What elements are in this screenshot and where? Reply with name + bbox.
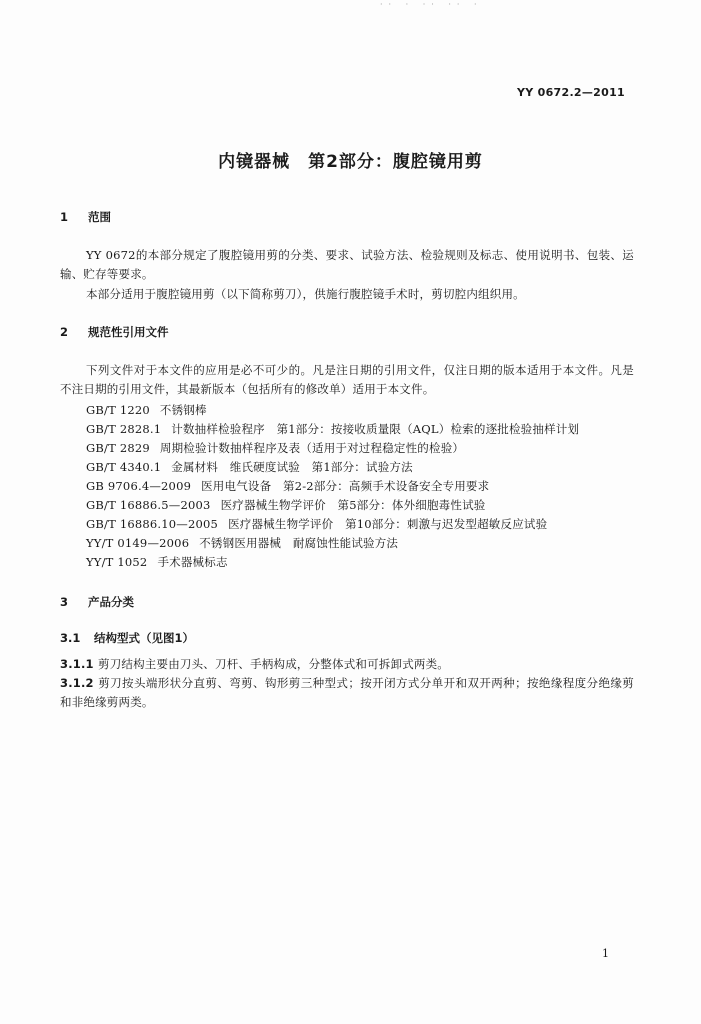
scan-artifact: ·· · ·· ·· · bbox=[380, 0, 483, 6]
reference-code: GB/T 2828.1 bbox=[86, 422, 162, 436]
reference-item bbox=[86, 534, 646, 553]
subsection-title: 结构型式（见图1） bbox=[94, 631, 195, 645]
reference-item bbox=[86, 420, 646, 439]
section-title: 产品分类 bbox=[88, 595, 134, 609]
page-number: 1 bbox=[602, 947, 609, 960]
reference-title: 计数抽样检验程序 第1部分：按接收质量限（AQL）检索的逐批检验抽样计划 bbox=[171, 422, 580, 436]
reference-item bbox=[86, 515, 646, 534]
section-2-heading bbox=[60, 324, 169, 340]
reference-title: 手术器械标志 bbox=[157, 555, 228, 569]
reference-code: GB/T 16886.5—2003 bbox=[86, 498, 211, 512]
clause-number: 3.1.1 bbox=[60, 657, 94, 671]
reference-item bbox=[86, 439, 646, 458]
section-title: 范围 bbox=[88, 210, 111, 224]
normative-refs-intro: 下列文件对于本文件的应用是必不可少的。凡是注日期的引用文件，仅注日期的版本适用于本文件。凡是不注日期的引用文件，其最新版本（包括所有的修改单）适用于本文件。 bbox=[60, 363, 634, 396]
clause-text: 剪刀结构主要由刀头、刀杆、手柄构成，分整体式和可拆卸式两类。 bbox=[98, 657, 449, 671]
reference-code: YY/T 1052 bbox=[86, 555, 148, 569]
clause-3-1-1 bbox=[60, 655, 634, 674]
section-number: 3 bbox=[60, 595, 69, 609]
reference-code: GB/T 2829 bbox=[86, 441, 150, 455]
scope-paragraph-2: 本部分适用于腹腔镜用剪（以下简称剪刀），供施行腹腔镜手术时，剪切腔内组织用。 bbox=[86, 287, 525, 301]
scope-paragraph-1: YY 0672的本部分规定了腹腔镜用剪的分类、要求、试验方法、检验规则及标志、使用说明书、包装、运输、贮存等要求。 bbox=[60, 248, 634, 281]
clause-3-1-2 bbox=[60, 674, 634, 712]
section-1-heading bbox=[60, 209, 111, 225]
reference-code: YY/T 0149—2006 bbox=[86, 536, 190, 550]
section-number: 2 bbox=[60, 325, 69, 339]
reference-title: 周期检验计数抽样程序及表（适用于对过程稳定性的检验） bbox=[159, 441, 465, 455]
clause-number: 3.1.2 bbox=[60, 676, 94, 690]
reference-item bbox=[86, 458, 646, 477]
section-title: 规范性引用文件 bbox=[88, 325, 169, 339]
reference-title: 医疗器械生物学评价 第5部分：体外细胞毒性试验 bbox=[220, 498, 486, 512]
reference-item bbox=[86, 496, 646, 515]
reference-title: 不锈钢棒 bbox=[159, 403, 207, 417]
section-3-1-heading bbox=[60, 630, 194, 646]
reference-item bbox=[86, 401, 646, 420]
document-title: 内镜器械 第2部分：腹腔镜用剪 bbox=[218, 152, 483, 172]
reference-item bbox=[86, 553, 646, 572]
reference-title: 不锈钢医用器械 耐腐蚀性能试验方法 bbox=[199, 536, 399, 550]
reference-item bbox=[86, 477, 646, 496]
reference-code: GB/T 1220 bbox=[86, 403, 150, 417]
subsection-number: 3.1 bbox=[60, 631, 81, 645]
section-3-heading bbox=[60, 594, 134, 610]
section-number: 1 bbox=[60, 210, 69, 224]
reference-title: 医用电气设备 第2-2部分：高频手术设备安全专用要求 bbox=[201, 479, 490, 493]
clause-text: 剪刀按头端形状分直剪、弯剪、钩形剪三种型式；按开闭方式分单开和双开两种；按绝缘程度分绝缘剪和非绝缘剪两类。 bbox=[60, 676, 634, 709]
reference-code: GB/T 16886.10—2005 bbox=[86, 517, 219, 531]
reference-code: GB 9706.4—2009 bbox=[86, 479, 192, 493]
reference-title: 金属材料 维氏硬度试验 第1部分：试验方法 bbox=[171, 460, 413, 474]
reference-list bbox=[86, 401, 646, 572]
reference-code: GB/T 4340.1 bbox=[86, 460, 162, 474]
standard-code: YY 0672.2—2011 bbox=[516, 86, 625, 99]
reference-title: 医疗器械生物学评价 第10部分：刺激与迟发型超敏反应试验 bbox=[228, 517, 548, 531]
